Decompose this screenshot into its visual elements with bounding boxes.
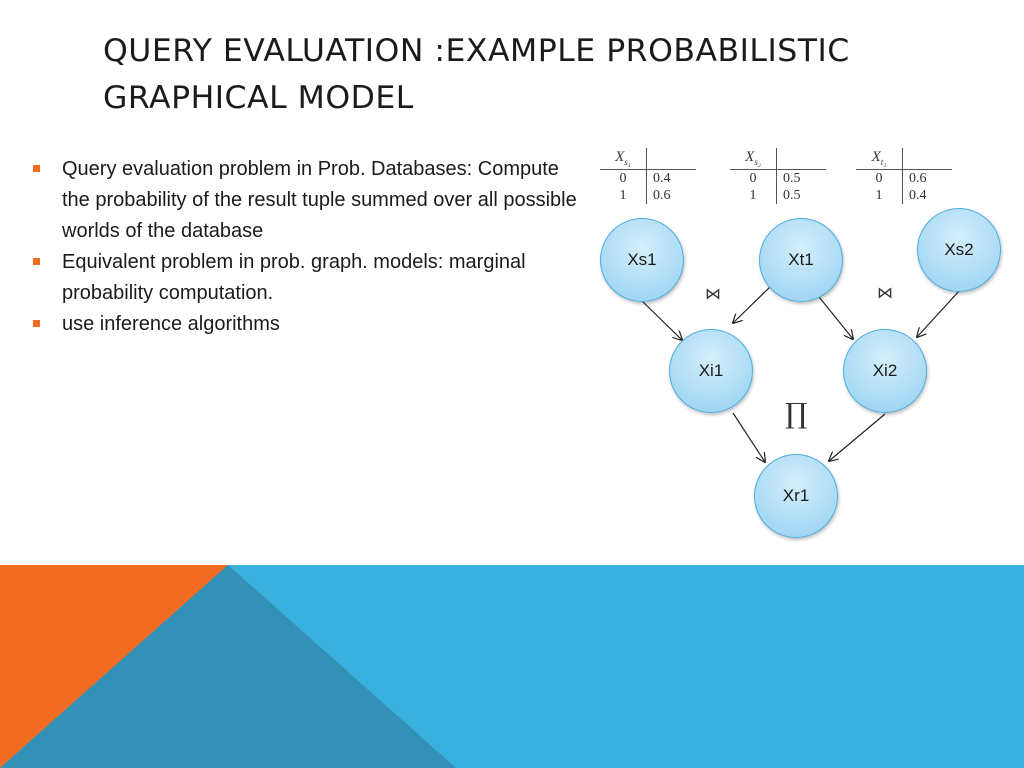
node-label: Xi1 (698, 361, 724, 380)
slide-title: QUERY EVALUATION :EXAMPLE PROBABILISTIC GRAPHICAL MODEL (103, 33, 850, 116)
table-cell: 0.5 (783, 188, 801, 203)
bullet-text: Equivalent problem in prob. graph. models: marginal probability computation. (62, 251, 526, 304)
edge-xs1-xi1 (641, 300, 682, 340)
table-cell: 0.4 (909, 188, 927, 203)
edge-xi2-xr1 (829, 414, 885, 461)
table-variable: $X_{s_1}$ (600, 148, 647, 169)
node-xi1 (669, 329, 753, 413)
node-label: Xs2 (944, 240, 974, 259)
node-xt1 (759, 218, 843, 302)
node-xr1 (754, 454, 838, 538)
node-label: Xt1 (788, 250, 814, 269)
table-cell: 1 (600, 187, 647, 204)
table-cell: 0.5 (783, 171, 801, 186)
node-xs1 (600, 218, 684, 302)
table-cell: 0 (730, 170, 777, 187)
table-variable: $X_{s_2}$ (730, 148, 777, 169)
join-operator-right: ⋈ (877, 283, 893, 302)
table-cell: 0 (856, 170, 903, 187)
bullet-text: Query evaluation problem in Prob. Databases: Compute the probability of the result tuple summed over all possible worlds of the database (62, 158, 577, 242)
table-cell: 0 (600, 170, 647, 187)
node-label: Xr1 (782, 486, 810, 505)
join-operator-left: ⋈ (705, 284, 721, 303)
table-cell: 0.4 (653, 171, 671, 186)
node-label: Xs1 (627, 250, 657, 269)
node-xs2 (917, 208, 1001, 292)
node-xi2 (843, 329, 927, 413)
table-cell: 1 (730, 187, 777, 204)
edge-xs2-xi2 (917, 290, 960, 337)
table-cell: 1 (856, 187, 903, 204)
edge-xt1-xi1 (733, 285, 772, 323)
bullet-text: use inference algorithms (62, 313, 280, 335)
table-cell: 0.6 (909, 171, 927, 186)
table-variable: $X_{t_1}$ (856, 148, 903, 169)
product-operator: ∏ (785, 397, 808, 430)
edge-xi1-xr1 (733, 413, 765, 462)
table-cell: 0.6 (653, 188, 671, 203)
footer-decoration (0, 565, 1024, 768)
node-label: Xi2 (872, 361, 898, 380)
